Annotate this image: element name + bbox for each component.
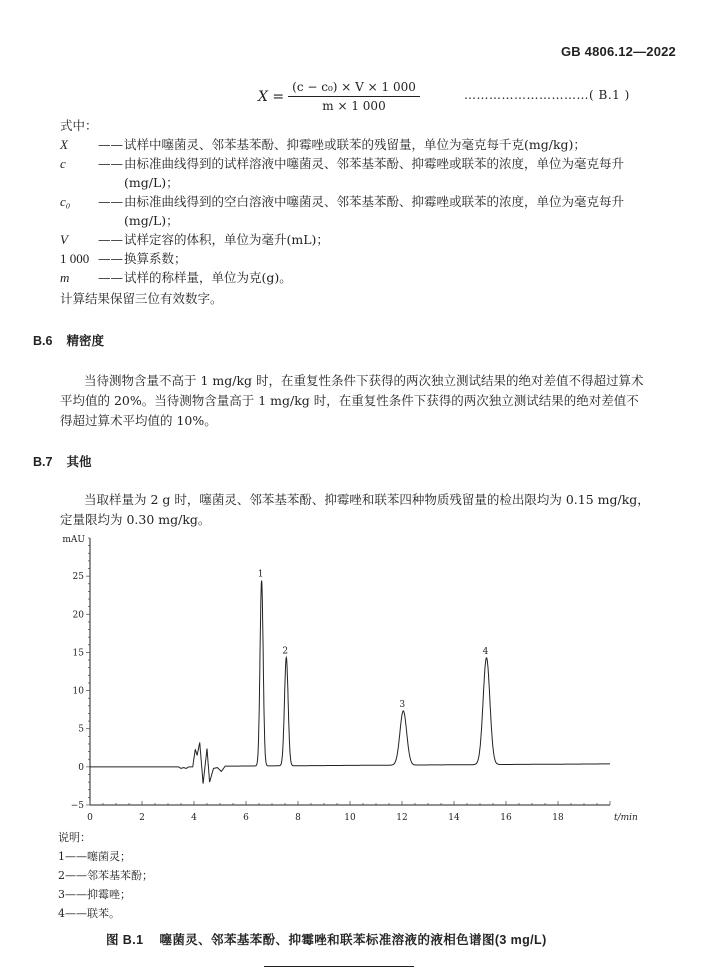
formula-b1 <box>258 80 420 113</box>
chromatogram-trace <box>90 581 610 784</box>
equation-label: ( B.1 ) <box>589 88 630 102</box>
definition-symbol: c <box>60 156 66 171</box>
formula-denominator: m × 1 000 <box>322 99 386 113</box>
definition-text: 由标准曲线得到的试样溶液中噻菌灵、邻苯基苯酚、抑霉唑或联苯的浓度，单位为毫克每升(mg/L)； <box>124 156 625 190</box>
x-tick-label: 6 <box>243 813 249 823</box>
x-tick-label: 10 <box>344 813 356 823</box>
peak-labels <box>258 570 489 710</box>
legend-dash: —— <box>65 888 87 901</box>
peak-label: 2 <box>282 646 289 657</box>
definition-item <box>60 192 660 230</box>
definition-item <box>60 268 660 287</box>
definition-dash: —— <box>98 232 123 247</box>
section-paragraph-b7: 当取样量为 2 g 时，噻菌灵、邻苯基苯酚、抑霉唑和联苯四种物质残留量的检出限均为 0.15 mg/kg，定量限均为 0.30 mg/kg。 <box>60 492 650 527</box>
y-axis-label: mAU <box>62 535 85 545</box>
formula-lhs: X = <box>258 88 285 105</box>
definition-dash: —— <box>98 137 123 152</box>
y-tick-label: 0 <box>78 762 84 773</box>
definition-text: 试样中噻菌灵、邻苯基苯酚、抑霉唑或联苯的残留量，单位为毫克每千克(mg/kg)； <box>124 137 586 152</box>
figure-caption <box>106 930 547 948</box>
definition-dash: —— <box>98 194 123 209</box>
x-tick-label: 0 <box>87 813 93 823</box>
definition-text: 试样定容的体积，单位为毫升(mL)； <box>124 232 329 247</box>
section-title: 精密度 <box>66 334 104 348</box>
x-tick-label: 18 <box>552 813 564 823</box>
definition-dash: —— <box>98 156 123 171</box>
equation-leader: ………………………… <box>464 88 589 102</box>
definition-text: 由标准曲线得到的空白溶液中噻菌灵、邻苯基苯酚、抑霉唑或联苯的浓度，单位为毫克每升(mg/L)； <box>124 194 625 228</box>
section-number: B.6 <box>33 334 53 348</box>
x-tick-label: 14 <box>448 813 460 823</box>
definition-symbol: c₀ <box>60 194 71 209</box>
result-note: 计算结果保留三位有效数字。 <box>60 291 223 306</box>
definition-item <box>60 135 660 154</box>
legend-number: 3 <box>58 888 65 901</box>
legend-dash: —— <box>65 869 87 882</box>
x-tick-label: 8 <box>295 813 301 823</box>
y-tick-label: 5 <box>78 724 84 735</box>
x-tick-label: 12 <box>396 813 408 823</box>
y-tick-label: 25 <box>72 572 84 583</box>
formula-numerator: (c − c₀) × V × 1 000 <box>288 80 420 97</box>
legend-dash: —— <box>65 907 87 920</box>
legend-name: 联苯。 <box>87 907 120 920</box>
equation-number <box>464 88 630 102</box>
definition-symbol: 1 000 <box>60 251 90 266</box>
formula-fraction <box>288 80 420 113</box>
definition-symbol: m <box>60 270 70 285</box>
definition-item <box>60 249 660 268</box>
definition-text: 试样的称样量，单位为克(g)。 <box>124 270 292 285</box>
definition-text: 换算系数； <box>124 251 187 266</box>
legend-item <box>58 866 153 885</box>
y-tick-label: 10 <box>72 686 84 697</box>
chart-ticks <box>71 538 610 823</box>
y-tick-label: 15 <box>72 648 84 659</box>
figure-number: 图 B.1 <box>106 933 144 947</box>
x-axis-label: t/min <box>614 813 638 823</box>
definition-item <box>60 154 660 192</box>
chromatogram-chart <box>50 532 650 832</box>
definitions-list <box>60 135 660 287</box>
section-title: 其他 <box>66 455 92 469</box>
section-heading-b7 <box>33 452 91 470</box>
definition-dash: —— <box>98 251 123 266</box>
x-tick-label: 4 <box>191 813 197 823</box>
legend-item <box>58 885 153 904</box>
peak-label: 4 <box>482 646 489 657</box>
legend-name: 抑霉唑； <box>87 888 131 901</box>
footer-rule <box>264 966 414 967</box>
y-tick-label: −5 <box>70 801 84 811</box>
chart-legend <box>58 828 153 923</box>
definition-dash: —— <box>98 270 123 285</box>
legend-item <box>58 847 153 866</box>
legend-name: 噻菌灵； <box>87 850 131 863</box>
definition-symbol: X <box>60 137 68 152</box>
x-tick-label: 2 <box>139 813 145 823</box>
definition-item <box>60 230 660 249</box>
section-number: B.7 <box>33 455 53 469</box>
section-heading-b6 <box>33 331 104 349</box>
definitions-intro: 式中： <box>60 118 98 133</box>
legend-number: 4 <box>58 907 65 920</box>
standard-number: GB 4806.12—2022 <box>560 44 676 59</box>
legend-number: 2 <box>58 869 65 882</box>
definition-symbol: V <box>60 232 68 247</box>
legend-number: 1 <box>58 850 65 863</box>
legend-dash: —— <box>65 850 87 863</box>
peak-label: 3 <box>399 699 406 710</box>
peak-label: 1 <box>257 569 264 580</box>
figure-title: 噻菌灵、邻苯基苯酚、抑霉唑和联苯标准溶液的液相色谱图(3 mg/L) <box>159 933 547 947</box>
section-paragraph-b6: 当待测物含量不高于 1 mg/kg 时，在重复性条件下获得的两次独立测试结果的绝对差值不得超过算术平均值的 20%。当待测物含量高于 1 mg/kg 时，在重复性条件下获得的两次独立测试结果的绝对差值不得超过算术平均值的 10%。 <box>60 373 644 428</box>
y-tick-label: 20 <box>72 610 84 621</box>
legend-item <box>58 904 153 923</box>
legend-title: 说明： <box>58 831 91 844</box>
x-tick-label: 16 <box>500 813 512 823</box>
legend-name: 邻苯基苯酚； <box>87 869 153 882</box>
